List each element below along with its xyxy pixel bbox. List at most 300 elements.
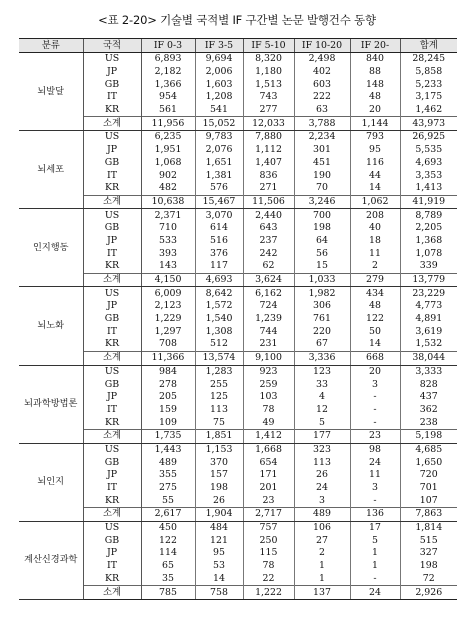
value-cell: 1,208 [195, 91, 243, 104]
total-cell: 238 [419, 416, 438, 428]
value-cell: 24 [350, 586, 400, 600]
country-cell: US [83, 209, 141, 222]
value-cell: 1,062 [350, 195, 400, 209]
table-row [19, 260, 457, 273]
value-cell: 724 [243, 300, 294, 313]
value-cell: 78 [243, 404, 294, 417]
value-cell: 78 [243, 560, 294, 573]
subtotal-row [19, 117, 457, 131]
value-cell: 489 [294, 508, 350, 522]
total-cell: 4,891 [415, 313, 443, 325]
value-cell: 434 [350, 287, 400, 300]
country-cell: JP [83, 235, 141, 248]
table-body [19, 53, 457, 600]
total-cell: 5,233 [415, 78, 443, 90]
value-cell: 205 [141, 391, 195, 404]
country-cell: GB [83, 78, 141, 91]
value-cell: 55 [141, 494, 195, 507]
total-cell: 828 [419, 378, 438, 390]
value-cell: 668 [350, 351, 400, 365]
value-cell: 35 [141, 573, 195, 586]
total-cell: 13,779 [400, 273, 457, 287]
country-cell: KR [83, 416, 141, 429]
column-header-total: 합계 [400, 39, 457, 53]
value-cell: 757 [243, 521, 294, 534]
value-cell: 4,150 [141, 273, 195, 287]
value-cell: 2,440 [243, 209, 294, 222]
value-cell: 62 [243, 260, 294, 273]
total-cell: 1,078 [415, 247, 443, 259]
table-row [19, 391, 457, 404]
field-label: 인지행동 [19, 209, 83, 287]
value-cell: 115 [243, 547, 294, 560]
value-cell: 171 [243, 469, 294, 482]
value-cell: 9,783 [195, 131, 243, 144]
total-cell: 26,925 [412, 131, 446, 143]
total-cell: 5,535 [415, 144, 443, 156]
table-row [19, 404, 457, 417]
country-cell: KR [83, 260, 141, 273]
table-row [19, 313, 457, 326]
value-cell: 98 [350, 443, 400, 456]
value-cell: 23 [243, 494, 294, 507]
subtotal-label: 소계 [83, 351, 141, 365]
value-cell: 159 [141, 404, 195, 417]
value-cell: 1,112 [243, 144, 294, 157]
value-cell: 9,694 [195, 53, 243, 66]
country-cell: JP [83, 144, 141, 157]
value-cell: 1,540 [195, 313, 243, 326]
value-cell: 8,320 [243, 53, 294, 66]
total-cell: 2,926 [400, 586, 457, 600]
value-cell: 4,693 [195, 273, 243, 287]
value-cell: 271 [243, 182, 294, 195]
value-cell: 761 [294, 313, 350, 326]
value-cell: 5 [294, 416, 350, 429]
value-cell: 2,371 [141, 209, 195, 222]
value-cell: 109 [141, 416, 195, 429]
value-cell: - [350, 573, 400, 586]
country-cell: KR [83, 573, 141, 586]
country-cell: IT [83, 247, 141, 260]
country-cell: GB [83, 222, 141, 235]
value-cell: 237 [243, 235, 294, 248]
value-cell: 1,239 [243, 313, 294, 326]
value-cell: 11 [350, 247, 400, 260]
value-cell: 24 [350, 456, 400, 469]
value-cell: 208 [350, 209, 400, 222]
total-cell: 107 [419, 494, 438, 506]
value-cell: 121 [195, 534, 243, 547]
value-cell: 954 [141, 91, 195, 104]
value-cell: 902 [141, 169, 195, 182]
subtotal-row [19, 586, 457, 600]
value-cell: 484 [195, 521, 243, 534]
country-cell: IT [83, 325, 141, 338]
value-cell: 136 [350, 508, 400, 522]
column-header-if-20-plus: IF 20- [350, 39, 400, 53]
value-cell: 123 [294, 365, 350, 378]
column-header-if-10-20: IF 10-20 [294, 39, 350, 53]
total-cell: 1,814 [415, 522, 443, 534]
data-table [19, 38, 457, 600]
value-cell: 14 [195, 573, 243, 586]
country-cell: GB [83, 313, 141, 326]
value-cell: - [350, 391, 400, 404]
value-cell: 201 [243, 482, 294, 495]
country-cell: KR [83, 104, 141, 117]
value-cell: 125 [195, 391, 243, 404]
value-cell: 323 [294, 443, 350, 456]
value-cell: 3,336 [294, 351, 350, 365]
value-cell: - [350, 404, 400, 417]
subtotal-row [19, 351, 457, 365]
value-cell: 157 [195, 469, 243, 482]
value-cell: 2 [294, 547, 350, 560]
value-cell: 33 [294, 378, 350, 391]
value-cell: 12,033 [243, 117, 294, 131]
value-cell: 14 [350, 182, 400, 195]
value-cell: 65 [141, 560, 195, 573]
subtotal-label: 소계 [83, 117, 141, 131]
table-row [19, 482, 457, 495]
value-cell: 1,283 [195, 365, 243, 378]
country-cell: GB [83, 378, 141, 391]
value-cell: 1,651 [195, 157, 243, 170]
value-cell: 923 [243, 365, 294, 378]
value-cell: 451 [294, 157, 350, 170]
value-cell: 1,513 [243, 78, 294, 91]
value-cell: 148 [350, 78, 400, 91]
value-cell: 793 [350, 131, 400, 144]
total-cell: 720 [419, 469, 438, 481]
total-cell: 1,413 [415, 182, 443, 194]
value-cell: 17 [350, 521, 400, 534]
value-cell: 63 [294, 104, 350, 117]
value-cell: 20 [350, 365, 400, 378]
total-cell: 3,619 [415, 325, 443, 337]
value-cell: 450 [141, 521, 195, 534]
field-label: 뇌인지 [19, 443, 83, 521]
value-cell: 88 [350, 66, 400, 79]
table-row [19, 104, 457, 117]
country-cell: KR [83, 338, 141, 351]
table-row [19, 443, 457, 456]
field-label: 계산신경과학 [19, 521, 83, 599]
value-cell: 222 [294, 91, 350, 104]
value-cell: 516 [195, 235, 243, 248]
value-cell: 275 [141, 482, 195, 495]
value-cell: 12 [294, 404, 350, 417]
table-row [19, 547, 457, 560]
table-row [19, 416, 457, 429]
table-row [19, 209, 457, 222]
total-cell: 515 [419, 534, 438, 546]
value-cell: 27 [294, 534, 350, 547]
value-cell: 49 [243, 416, 294, 429]
value-cell: 984 [141, 365, 195, 378]
value-cell: 3 [350, 482, 400, 495]
value-cell: 277 [243, 104, 294, 117]
table-row [19, 560, 457, 573]
value-cell: 143 [141, 260, 195, 273]
value-cell: 48 [350, 91, 400, 104]
value-cell: 836 [243, 169, 294, 182]
country-cell: IT [83, 404, 141, 417]
value-cell: 26 [195, 494, 243, 507]
table-row [19, 144, 457, 157]
country-cell: IT [83, 169, 141, 182]
value-cell: 355 [141, 469, 195, 482]
table-row [19, 235, 457, 248]
value-cell: 393 [141, 247, 195, 260]
total-cell: 4,685 [415, 443, 443, 455]
table-row [19, 131, 457, 144]
value-cell: 1,297 [141, 325, 195, 338]
total-cell: 7,863 [400, 508, 457, 522]
country-cell: JP [83, 66, 141, 79]
table-row [19, 66, 457, 79]
total-cell: 23,229 [412, 287, 446, 299]
subtotal-row [19, 273, 457, 287]
field-label: 뇌세포 [19, 131, 83, 209]
value-cell: 1,951 [141, 144, 195, 157]
country-cell: KR [83, 182, 141, 195]
table-row [19, 78, 457, 91]
value-cell: 255 [195, 378, 243, 391]
value-cell: 67 [294, 338, 350, 351]
value-cell: 2,717 [243, 508, 294, 522]
total-cell: 28,245 [412, 53, 446, 65]
country-cell: GB [83, 534, 141, 547]
column-header-if-3-5: IF 3-5 [195, 39, 243, 53]
value-cell: 6,235 [141, 131, 195, 144]
column-header-country: 국적 [83, 39, 141, 53]
value-cell: 122 [141, 534, 195, 547]
value-cell: 744 [243, 325, 294, 338]
subtotal-row [19, 508, 457, 522]
table-row [19, 91, 457, 104]
value-cell: 370 [195, 456, 243, 469]
total-cell: 41,919 [400, 195, 457, 209]
total-cell: 43,973 [400, 117, 457, 131]
value-cell: 2,498 [294, 53, 350, 66]
value-cell: 402 [294, 66, 350, 79]
header-row [19, 39, 457, 53]
table-row [19, 222, 457, 235]
value-cell: 116 [350, 157, 400, 170]
value-cell: 1,229 [141, 313, 195, 326]
table-title: <표 2-20> 기술별 국적별 IF 구간별 논문 발행건수 동향 [98, 13, 376, 27]
value-cell: 3,624 [243, 273, 294, 287]
country-cell: JP [83, 391, 141, 404]
value-cell: 306 [294, 300, 350, 313]
total-cell: 5,198 [400, 429, 457, 443]
table-row [19, 169, 457, 182]
country-cell: US [83, 131, 141, 144]
value-cell: 198 [195, 482, 243, 495]
value-cell: 1,033 [294, 273, 350, 287]
value-cell: 654 [243, 456, 294, 469]
total-cell: 1,650 [415, 456, 443, 468]
value-cell: 220 [294, 325, 350, 338]
value-cell: 114 [141, 547, 195, 560]
country-cell: US [83, 521, 141, 534]
value-cell: 700 [294, 209, 350, 222]
total-cell: 8,789 [415, 209, 443, 221]
total-cell: 4,773 [415, 300, 443, 312]
value-cell: 3,070 [195, 209, 243, 222]
value-cell: 482 [141, 182, 195, 195]
value-cell: 44 [350, 169, 400, 182]
value-cell: 15,467 [195, 195, 243, 209]
subtotal-label: 소계 [83, 508, 141, 522]
value-cell: 2,182 [141, 66, 195, 79]
value-cell: 376 [195, 247, 243, 260]
value-cell: 24 [294, 482, 350, 495]
table-row [19, 53, 457, 66]
value-cell: 122 [350, 313, 400, 326]
value-cell: 11,956 [141, 117, 195, 131]
value-cell: 1 [350, 560, 400, 573]
value-cell: 2,617 [141, 508, 195, 522]
table-row [19, 456, 457, 469]
value-cell: 840 [350, 53, 400, 66]
value-cell: 7,880 [243, 131, 294, 144]
value-cell: 1,153 [195, 443, 243, 456]
table-row [19, 338, 457, 351]
value-cell: 2 [350, 260, 400, 273]
value-cell: 11 [350, 469, 400, 482]
value-cell: 279 [350, 273, 400, 287]
table-row [19, 247, 457, 260]
subtotal-label: 소계 [83, 429, 141, 443]
field-label: 뇌발달 [19, 53, 83, 131]
value-cell: 541 [195, 104, 243, 117]
total-cell: 5,858 [415, 66, 443, 78]
column-header-if-5-10: IF 5-10 [243, 39, 294, 53]
value-cell: 1,668 [243, 443, 294, 456]
value-cell: 4 [294, 391, 350, 404]
value-cell: 3 [350, 378, 400, 391]
total-cell: 2,205 [415, 222, 443, 234]
total-cell: 1,462 [415, 104, 443, 116]
value-cell: 533 [141, 235, 195, 248]
value-cell: 512 [195, 338, 243, 351]
value-cell: 198 [294, 222, 350, 235]
value-cell: 278 [141, 378, 195, 391]
total-cell: 4,693 [415, 156, 443, 168]
value-cell: 1,603 [195, 78, 243, 91]
value-cell: 708 [141, 338, 195, 351]
country-cell: JP [83, 469, 141, 482]
value-cell: 48 [350, 300, 400, 313]
value-cell: 190 [294, 169, 350, 182]
value-cell: 1,412 [243, 429, 294, 443]
value-cell: - [350, 494, 400, 507]
value-cell: 75 [195, 416, 243, 429]
table-row [19, 494, 457, 507]
value-cell: 561 [141, 104, 195, 117]
value-cell: 95 [350, 144, 400, 157]
value-cell: 1 [294, 573, 350, 586]
value-cell: 56 [294, 247, 350, 260]
value-cell: 1,308 [195, 325, 243, 338]
subtotal-label: 소계 [83, 195, 141, 209]
total-cell: 701 [419, 482, 438, 494]
value-cell: 1,144 [350, 117, 400, 131]
country-cell: IT [83, 560, 141, 573]
value-cell: 643 [243, 222, 294, 235]
value-cell: 1 [350, 547, 400, 560]
value-cell: 40 [350, 222, 400, 235]
value-cell: 1,068 [141, 157, 195, 170]
country-cell: US [83, 53, 141, 66]
value-cell: 2,006 [195, 66, 243, 79]
value-cell: 231 [243, 338, 294, 351]
value-cell: 1,735 [141, 429, 195, 443]
country-cell: IT [83, 91, 141, 104]
table-row [19, 182, 457, 195]
value-cell: 1,443 [141, 443, 195, 456]
value-cell: 710 [141, 222, 195, 235]
value-cell: 242 [243, 247, 294, 260]
value-cell: 20 [350, 104, 400, 117]
value-cell: 113 [195, 404, 243, 417]
value-cell: 9,100 [243, 351, 294, 365]
table-row [19, 521, 457, 534]
value-cell: 6,162 [243, 287, 294, 300]
field-label: 뇌과학방법론 [19, 365, 83, 443]
value-cell: 10,638 [141, 195, 195, 209]
value-cell: 95 [195, 547, 243, 560]
total-cell: 327 [419, 547, 438, 559]
value-cell: 576 [195, 182, 243, 195]
table-row [19, 534, 457, 547]
total-cell: 3,353 [415, 169, 443, 181]
value-cell: 1,572 [195, 300, 243, 313]
subtotal-row [19, 195, 457, 209]
value-cell: 113 [294, 456, 350, 469]
country-cell: KR [83, 494, 141, 507]
value-cell: 1,982 [294, 287, 350, 300]
value-cell: 1,904 [195, 508, 243, 522]
total-cell: 3,333 [415, 365, 443, 377]
value-cell: 22 [243, 573, 294, 586]
value-cell: 2,076 [195, 144, 243, 157]
value-cell: 15,052 [195, 117, 243, 131]
total-cell: 437 [419, 391, 438, 403]
value-cell: 2,123 [141, 300, 195, 313]
total-cell: 3,175 [415, 91, 443, 103]
value-cell: 103 [243, 391, 294, 404]
value-cell: 13,574 [195, 351, 243, 365]
value-cell: 301 [294, 144, 350, 157]
value-cell: 14 [350, 338, 400, 351]
value-cell: 1 [294, 560, 350, 573]
value-cell: 6,893 [141, 53, 195, 66]
value-cell: 26 [294, 469, 350, 482]
value-cell: 758 [195, 586, 243, 600]
table-row [19, 573, 457, 586]
column-header-field: 분류 [19, 39, 83, 53]
country-cell: US [83, 365, 141, 378]
value-cell: 603 [294, 78, 350, 91]
subtotal-label: 소계 [83, 273, 141, 287]
value-cell: 489 [141, 456, 195, 469]
value-cell: 1,180 [243, 66, 294, 79]
value-cell: 3,246 [294, 195, 350, 209]
